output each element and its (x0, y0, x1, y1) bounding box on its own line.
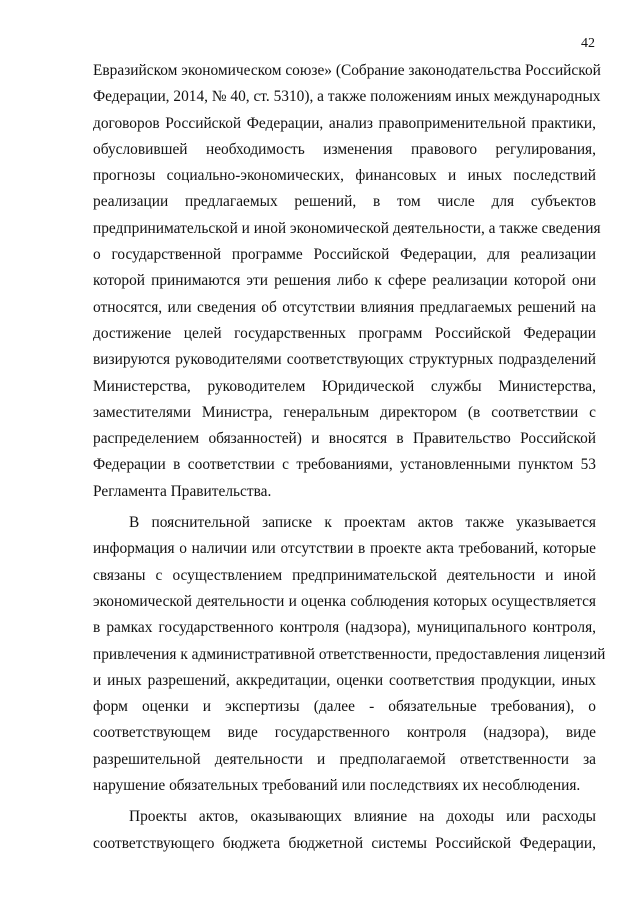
text-line: соответствующем виде государственного контроля (надзора), виде (93, 724, 596, 742)
text-line: форм оценки и экспертизы (далее - обязательные требования), о (93, 698, 596, 716)
text-line: привлечения к административной ответственности, предоставления лицензий (93, 645, 606, 663)
text-line: договоров Российской Федерации, анализ правоприменительной практики, (93, 114, 596, 132)
text-line: реализации предлагаемых решений, в том числе для субъектов (93, 193, 596, 211)
text-line: Федерации в соответствии с требованиями, установленными пунктом 53 (93, 456, 596, 474)
text-line: Федерации, 2014, № 40, ст. 5310), а также положениям иных международных (93, 88, 601, 106)
text-line: в рамках государственного контроля (надзора), муниципального контроля, (93, 619, 596, 637)
text-line: относятся, или сведения об отсутствии влияния предлагаемых решений на (93, 298, 596, 316)
text-line: разрешительной деятельности и предполагаемой ответственности за (93, 750, 596, 768)
text-line: распределением обязанностей) и вносятся в Правительство Российской (93, 430, 596, 448)
text-line: достижение целей государственных программ Российской Федерации (93, 324, 596, 342)
text-line: прогнозы социально-экономических, финансовых и иных последствий (93, 167, 596, 185)
text-line: В пояснительной записке к проектам актов также указывается (129, 514, 596, 532)
text-line: которой принимаются эти решения либо к сфере реализации которой они (93, 272, 596, 290)
text-line: визируются руководителями соответствующих структурных подразделений (93, 351, 596, 369)
text-line: заместителями Министра, генеральным директором (в соответствии с (93, 403, 596, 421)
text-line: связаны с осуществлением предпринимательской деятельности и иной (93, 566, 596, 584)
text-line: экономической деятельности и оценка соблюдения которых осуществляется (93, 592, 596, 610)
document-body (93, 58, 606, 857)
text-line: информация о наличии или отсутствии в проекте акта требований, которые (93, 540, 596, 558)
text-line: Министерства, руководителем Юридической службы Министерства, (93, 377, 596, 395)
text-line: Проекты актов, оказывающих влияние на доходы или расходы (129, 808, 596, 826)
text-line: нарушение обязательных требований или последствиях их несоблюдения. (93, 777, 581, 795)
text-line: Евразийском экономическом союзе» (Собрание законодательства Российской (93, 62, 601, 79)
text-line: о государственной программе Российской Федерации, для реализации (93, 246, 596, 264)
paragraph-1 (93, 58, 601, 505)
text-line: предпринимательской и иной экономической деятельности, а также сведения (93, 219, 601, 237)
text-line: обусловившей необходимость изменения правового регулирования, (93, 140, 596, 158)
paragraph-2 (93, 510, 606, 799)
text-line: соответствующего бюджета бюджетной системы Российской Федерации, (93, 834, 596, 852)
paragraph-3 (93, 804, 596, 857)
page-number: 42 (581, 36, 595, 51)
text-line: и иных разрешений, аккредитации, оценки соответствия продукции, иных (93, 671, 596, 689)
text-line: Регламента Правительства. (93, 482, 272, 500)
